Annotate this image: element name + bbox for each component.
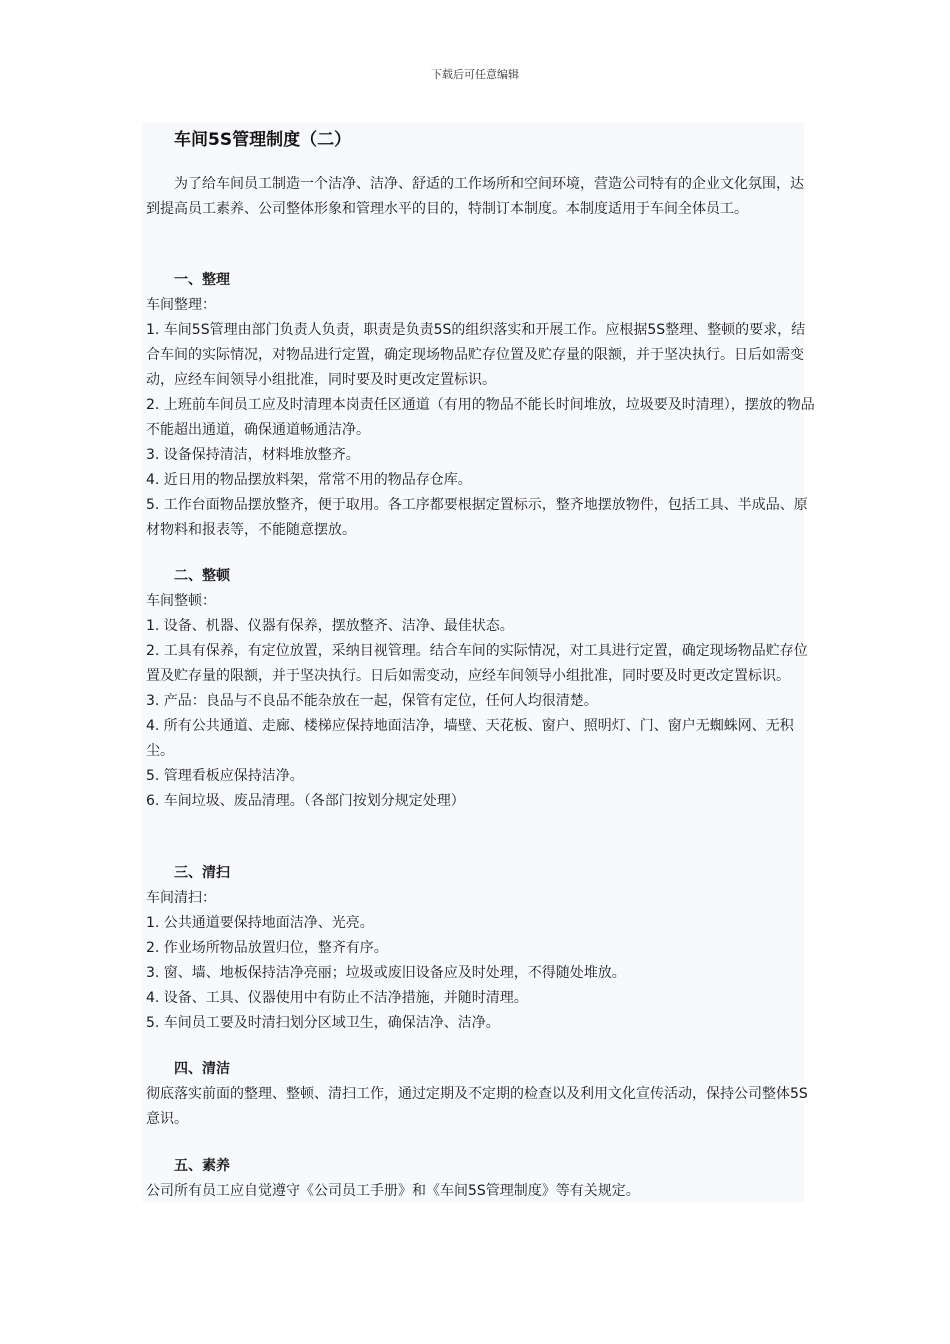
section-seiso [146, 861, 816, 1036]
list-item: 2. 作业场所物品放置归位，整齐有序。 [146, 940, 388, 956]
list-item: 6. 车间垃圾、废品清理。（各部门按划分规定处理） [146, 793, 465, 809]
section-heading: 四、清洁 [174, 1061, 230, 1077]
list-item: 2. 工具有保养，有定位放置，采纳目视管理。结合车间的实际情况，对工具进行定置，确定现场物品贮存位置及贮存量的限额，并于坚决执行。日后如需变动，应经车间领导小组批准，同时要及时更改定置标识。 [146, 643, 808, 684]
section-shitsuke [146, 1154, 816, 1204]
section-paragraph: 公司所有员工应自觉遵守《公司员工手册》和《车间5S管理制度》等有关规定。 [146, 1183, 640, 1199]
list-item: 1. 车间5S管理由部门负责人负责，职责是负责5S的组织落实和开展工作。应根据5S整理、整顿的要求，结合车间的实际情况，对物品进行定置，确定现场物品贮存位置及贮存量的限额，并于坚决执行。日后如需变动，应经车间领导小组批准，同时要及时更改定置标识。 [146, 322, 806, 388]
list-item: 3. 产品：良品与不良品不能杂放在一起，保管有定位，任何人均很清楚。 [146, 693, 598, 709]
page-header-note: 下载后可任意编辑 [431, 68, 519, 81]
intro-paragraph: 为了给车间员工制造一个洁净、洁净、舒适的工作场所和空间环境，营造公司特有的企业文化氛围，达到提高员工素养、公司整体形象和管理水平的目的，特制订本制度。本制度适用于车间全体员工。 [146, 176, 804, 217]
list-item: 5. 管理看板应保持洁净。 [146, 768, 304, 784]
list-item: 3. 窗、墙、地板保持洁净亮丽；垃圾或废旧设备应及时处理，不得随处堆放。 [146, 965, 626, 981]
section-seiketsu [146, 1057, 816, 1132]
section-heading: 五、素养 [174, 1158, 230, 1174]
section-lead: 车间清扫： [146, 890, 216, 906]
list-item: 4. 设备、工具、仪器使用中有防止不洁净措施，并随时清理。 [146, 990, 528, 1006]
list-item: 5. 工作台面物品摆放整齐，便于取用。各工序都要根据定置标示，整齐地摆放物件，包括工具、半成品、原材物料和报表等，不能随意摆放。 [146, 497, 808, 538]
list-item: 5. 车间员工要及时清扫划分区域卫生，确保洁净、洁净。 [146, 1015, 500, 1031]
section-heading: 一、整理 [174, 272, 230, 288]
list-item: 4. 所有公共通道、走廊、楼梯应保持地面洁净，墙壁、天花板、窗户、照明灯、门、窗户无蜘蛛网、无积尘。 [146, 718, 794, 759]
document-body [142, 122, 815, 1202]
list-item: 3. 设备保持清洁，材料堆放整齐。 [146, 447, 360, 463]
section-lead: 车间整顿： [146, 593, 216, 609]
section-seiri [146, 268, 816, 543]
list-item: 1. 设备、机器、仪器有保养，摆放整齐、洁净、最佳状态。 [146, 618, 514, 634]
section-lead: 车间整理： [146, 297, 216, 313]
section-heading: 三、清扫 [174, 865, 230, 881]
list-item: 2. 上班前车间员工应及时清理本岗责任区通道（有用的物品不能长时间堆放，垃圾要及时清理），摆放的物品不能超出通道，确保通道畅通洁净。 [146, 397, 815, 438]
section-seiton [146, 564, 816, 814]
list-item: 4. 近日用的物品摆放料架，常常不用的物品存仓库。 [146, 472, 472, 488]
document-title: 车间5S管理制度（二） [174, 130, 352, 150]
list-item: 1. 公共通道要保持地面洁净、光亮。 [146, 915, 374, 931]
section-heading: 二、整顿 [174, 568, 230, 584]
section-paragraph: 彻底落实前面的整理、整顿、清扫工作，通过定期及不定期的检查以及利用文化宣传活动，保持公司整体5S意识。 [146, 1086, 808, 1127]
